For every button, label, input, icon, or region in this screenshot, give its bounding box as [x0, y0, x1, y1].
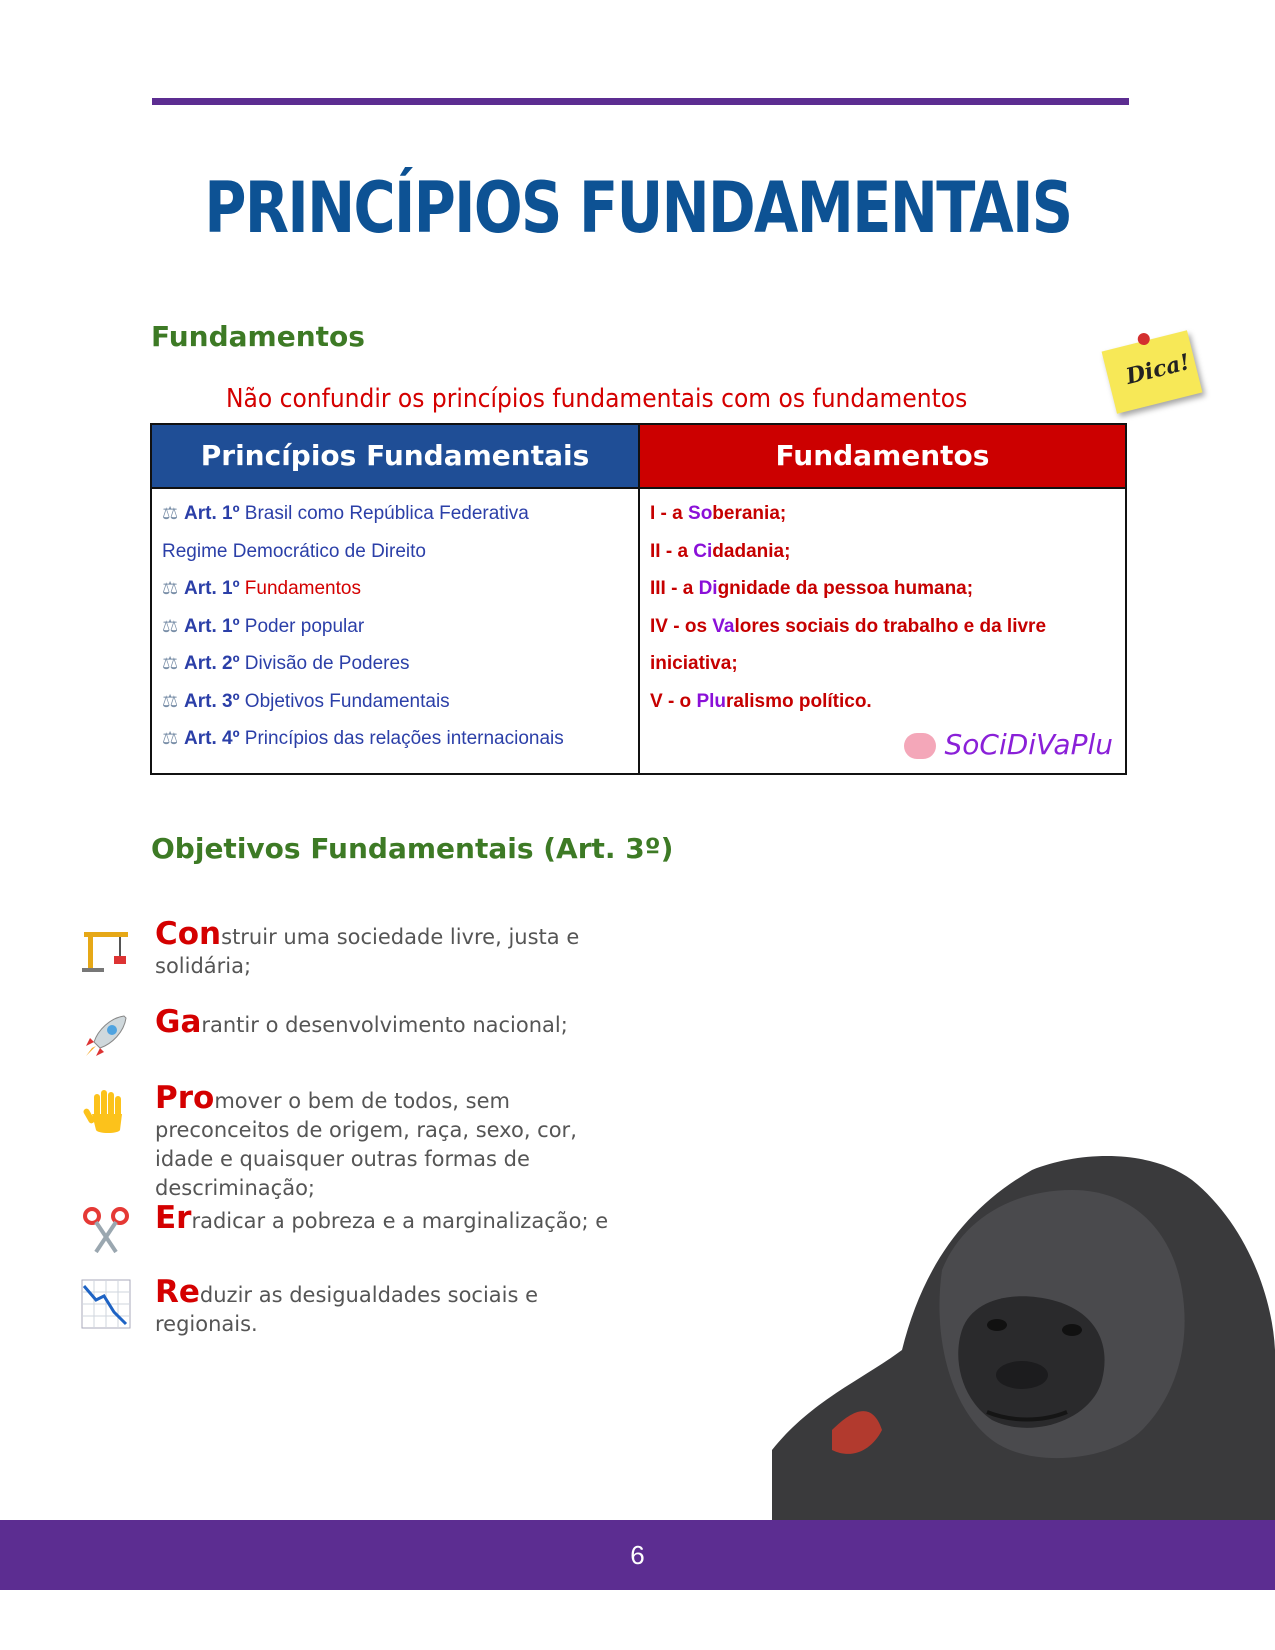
mnemonic-text: SoCiDiVaPlu [944, 728, 1113, 761]
sticky-note [1102, 330, 1203, 413]
principio-row [162, 495, 628, 533]
fundamento-highlight: Ci [693, 540, 713, 562]
pin-icon [1137, 332, 1152, 347]
objetivo-text: duzir as desigualdades sociais e regionais. [155, 1283, 539, 1336]
article-label: Art. 1º [184, 503, 240, 524]
objetivo-item [155, 1200, 635, 1236]
scales-icon: ⚖ [162, 728, 179, 748]
objetivos-heading: Objetivos Fundamentais (Art. 3º) [151, 832, 674, 865]
objetivo-initial: Pro [155, 1080, 215, 1116]
objetivo-initial: Er [155, 1200, 192, 1236]
brain-icon [904, 733, 936, 759]
fundamento-highlight: Va [712, 615, 735, 637]
fundamento-prefix: III - a [650, 578, 699, 599]
objetivo-item [155, 1004, 635, 1040]
principios-rows [152, 489, 638, 758]
principio-row [162, 645, 628, 683]
gorilla-image [772, 1150, 1275, 1520]
scales-icon: ⚖ [162, 503, 179, 523]
chart-decreasing-icon [80, 1278, 132, 1330]
fundamento-prefix: II - a [650, 540, 694, 562]
fundamento-row [650, 570, 1115, 608]
comparison-table [150, 423, 1127, 775]
footer-bar [0, 1520, 1275, 1590]
article-label: Art. 1º [184, 578, 240, 599]
principios-header: Princípios Fundamentais [152, 425, 638, 489]
objetivo-item [155, 1080, 635, 1203]
mnemonic [904, 728, 1113, 761]
objetivo-text: mover o bem de todos, sem preconceitos de origem, raça, sexo, cor, idade e quaisquer outras formas de descriminação; [155, 1089, 577, 1200]
principio-text: Objetivos Fundamentais [239, 690, 450, 712]
fundamento-rest: gnidade da pessoa humana; [717, 578, 974, 599]
top-rule [152, 98, 1129, 105]
fundamentos-header: Fundamentos [640, 425, 1125, 489]
fundamento-highlight: Plu [696, 690, 727, 712]
principio-text: Fundamentos [239, 578, 361, 599]
principio-row [162, 570, 628, 608]
principio-text: Brasil como República Federativa [239, 503, 529, 524]
objetivo-text: rantir o desenvolvimento nacional; [201, 1013, 568, 1037]
principio-row [162, 720, 628, 758]
objetivo-initial: Re [155, 1274, 200, 1310]
fundamento-prefix: I - a [650, 503, 689, 524]
principio-text: Princípios das relações internacionais [239, 728, 564, 749]
scales-icon: ⚖ [162, 578, 179, 598]
fundamento-row [650, 645, 1115, 683]
fundamento-row [650, 533, 1115, 571]
fundamento-rest: dadania; [712, 540, 791, 562]
rocket-icon [80, 1010, 132, 1062]
fundamento-highlight: Di [698, 578, 718, 599]
fundamento-rest: iniciativa; [650, 653, 738, 674]
fundamentos-heading: Fundamentos [151, 320, 365, 353]
fundamento-row [650, 495, 1115, 533]
principio-text: Divisão de Poderes [239, 653, 410, 674]
scales-icon: ⚖ [162, 653, 179, 673]
article-label: Art. 2º [184, 653, 240, 674]
fundamento-row [650, 608, 1115, 646]
objetivo-text: struir uma sociedade livre, justa e solidária; [155, 925, 580, 978]
principio-text: Regime Democrático de Direito [162, 540, 426, 562]
sticky-note-text: Dica! [1123, 349, 1193, 390]
fundamento-row [650, 683, 1115, 721]
article-label: Art. 4º [184, 728, 240, 749]
principio-row [162, 608, 628, 646]
page-number: 6 [630, 1540, 645, 1570]
construction-crane-icon [80, 922, 132, 974]
fundamento-prefix: V - o [650, 690, 697, 712]
scales-icon: ⚖ [162, 615, 179, 636]
fundamento-rest: lores sociais do trabalho e da livre [734, 615, 1047, 637]
fundamento-prefix: IV - os [650, 615, 713, 637]
principio-text: Poder popular [239, 615, 365, 637]
scissors-icon [80, 1204, 132, 1256]
fundamentos-rows [640, 489, 1125, 720]
objetivo-initial: Con [155, 916, 222, 952]
principio-row [162, 683, 628, 721]
raised-hand-icon [80, 1086, 132, 1138]
fundamentos-column [640, 425, 1125, 773]
article-label: Art. 1º [184, 615, 240, 637]
principio-row [162, 533, 628, 571]
fundamento-highlight: So [688, 503, 713, 524]
warning-text: Não confundir os princípios fundamentais com os fundamentos [226, 384, 968, 414]
objetivo-initial: Ga [155, 1004, 202, 1040]
fundamento-rest: berania; [712, 503, 787, 524]
fundamento-rest: ralismo político. [726, 690, 872, 712]
principios-column [152, 425, 640, 773]
objetivo-item [155, 916, 635, 981]
scales-icon: ⚖ [162, 690, 179, 711]
page-title: PRINCÍPIOS FUNDAMENTAIS [204, 167, 1072, 249]
article-label: Art. 3º [184, 690, 240, 712]
objetivo-text: radicar a pobreza e a marginalização; e [191, 1209, 609, 1233]
objetivo-item [155, 1274, 635, 1339]
